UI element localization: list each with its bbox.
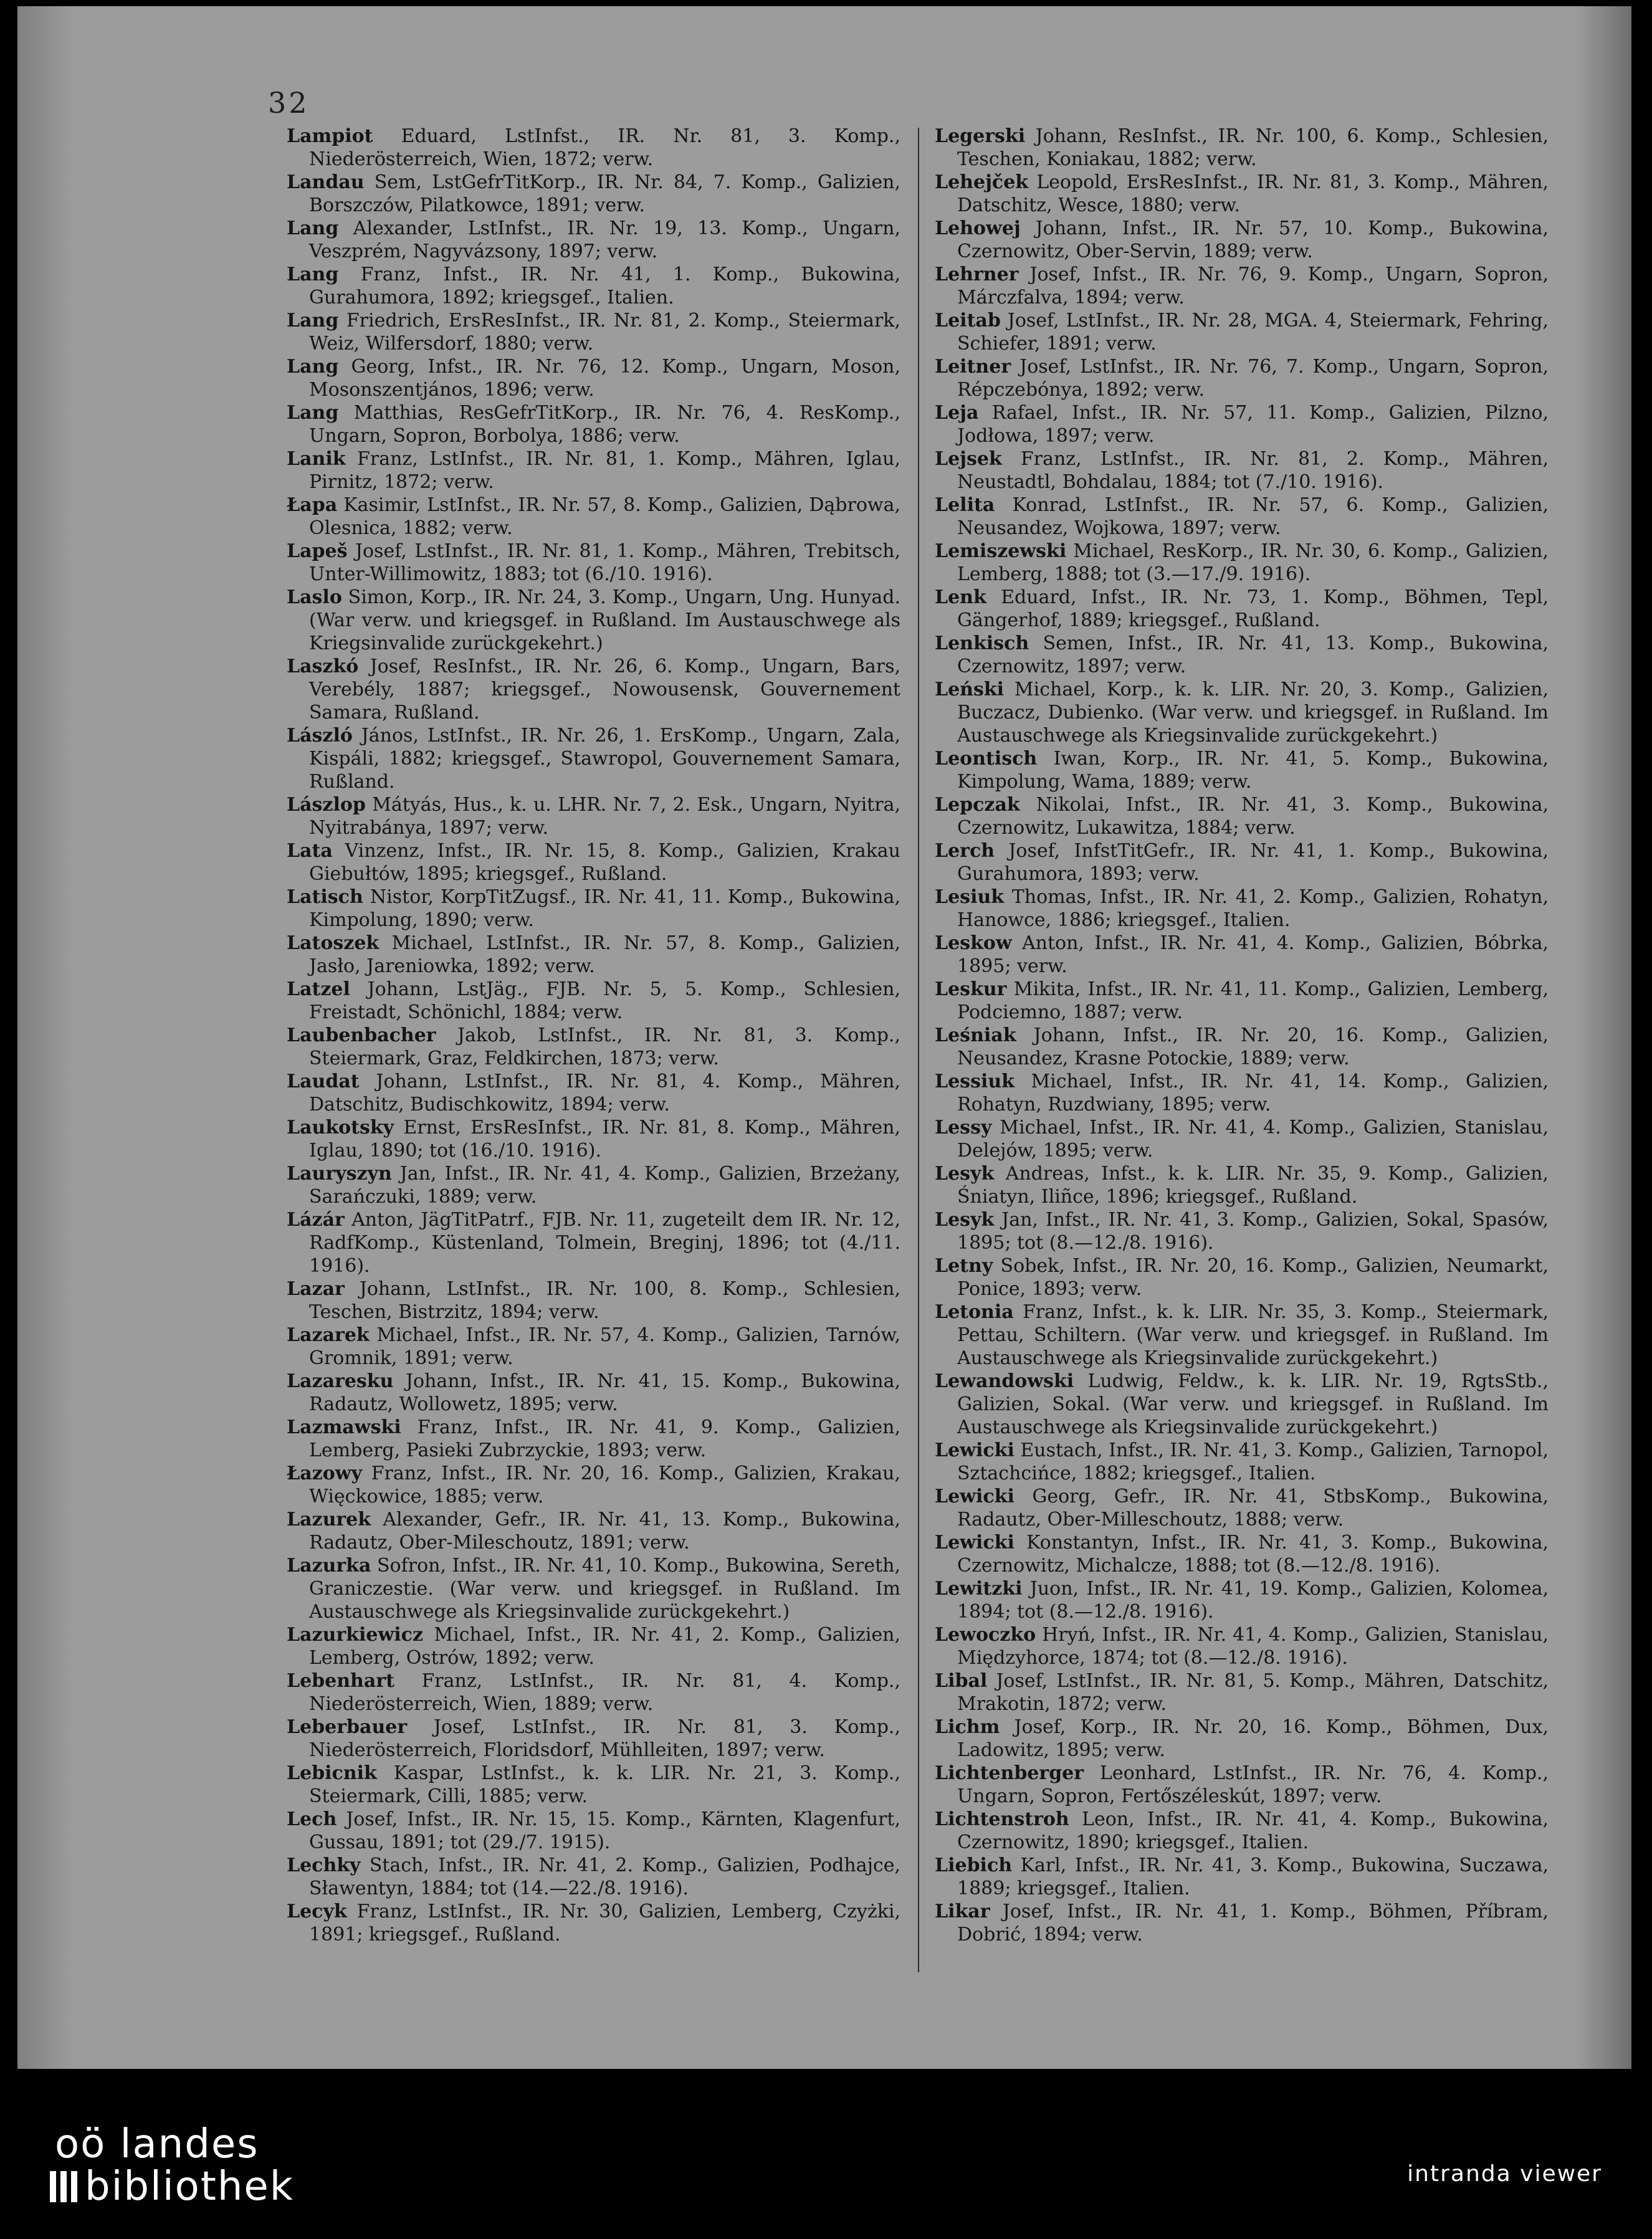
entry-surname: Leskow [935, 932, 1012, 954]
entry-surname: Lewicki [935, 1486, 1015, 1507]
list-entry [287, 793, 900, 839]
list-entry [935, 632, 1549, 678]
entry-details: Franz, LstInfst., IR. Nr. 81, 4. Komp., Niederösterreich, Wien, 1889; verw. [309, 1670, 900, 1715]
entry-surname: Lang [287, 217, 339, 239]
list-entry [935, 540, 1549, 586]
entry-surname: Lepczak [935, 794, 1020, 816]
entry-surname: Lenkisch [935, 633, 1029, 654]
entry-details: Franz, Infst., IR. Nr. 20, 16. Komp., Galizien, Krakau, Więckowice, 1885; verw. [309, 1463, 900, 1507]
entry-details: Josef, LstInfst., IR. Nr. 28, MGA. 4, Steiermark, Fehring, Schiefer, 1891; verw. [957, 310, 1549, 355]
entry-details: Vinzenz, Infst., IR. Nr. 15, 8. Komp., Galizien, Krakau Giebułtów, 1895; kriegsgef., Rußland. [309, 840, 900, 885]
entry-details: Anton, Infst., IR. Nr. 41, 4. Komp., Galizien, Bóbrka, 1895; verw. [957, 932, 1549, 977]
entry-surname: Lejsek [935, 448, 1002, 470]
entry-surname: Lech [287, 1808, 337, 1830]
list-entry [287, 724, 900, 793]
entry-surname: Lehejček [935, 171, 1029, 193]
entry-details: Michael, Infst., IR. Nr. 41, 14. Komp., Galizien, Rohatyn, Ruzdwiany, 1895; verw. [957, 1071, 1549, 1115]
entry-details: Franz, Infst., IR. Nr. 41, 1. Komp., Bukowina, Gurahumora, 1892; kriegsgef., Italien. [309, 264, 900, 308]
entry-surname: Laslo [287, 586, 342, 608]
entry-details: Sobek, Infst., IR. Nr. 20, 16. Komp., Galizien, Neumarkt, Ponice, 1893; verw. [957, 1255, 1549, 1300]
entry-details: Eduard, LstInfst., IR. Nr. 81, 3. Komp., Niederösterreich, Wien, 1872; verw. [309, 125, 900, 170]
entry-details: Josef, LstInfst., IR. Nr. 81, 1. Komp., Mähren, Trebitsch, Unter-Willimowitz, 1883; tot (6./10. 1916). [309, 540, 900, 585]
list-entry [935, 793, 1549, 839]
entry-details: Eustach, Infst., IR. Nr. 41, 3. Komp., Galizien, Tarnopol, Sztachcińce, 1882; kriegsgef., Italien. [957, 1439, 1549, 1484]
entry-details: Andreas, Infst., k. k. LIR. Nr. 35, 9. Komp., Galizien, Śniatyn, Iliñce, 1896; kriegsgef., Rußland. [957, 1163, 1549, 1208]
entry-surname: László [287, 725, 353, 747]
list-entry [287, 1808, 900, 1854]
entry-surname: Lichtenberger [935, 1762, 1084, 1784]
entry-surname: Lewoczko [935, 1624, 1036, 1646]
entry-surname: Lemiszewski [935, 540, 1067, 562]
entry-surname: Laudat [287, 1071, 360, 1092]
entry-surname: Lazar [287, 1278, 345, 1300]
entry-surname: Lewitzki [935, 1578, 1023, 1600]
entry-surname: Lanik [287, 448, 346, 470]
entry-details: Johann, Infst., IR. Nr. 20, 16. Komp., Galizien, Neusandez, Krasne Potockie, 1889; verw. [957, 1024, 1549, 1069]
list-entry [935, 1900, 1549, 1946]
list-entry [935, 678, 1549, 747]
list-entry [935, 1577, 1549, 1623]
list-entry [935, 1024, 1549, 1070]
list-entry [935, 1070, 1549, 1116]
entry-details: Eduard, Infst., IR. Nr. 73, 1. Komp., Böhmen, Tepl, Gängerhof, 1889; kriegsgef., Rußland. [957, 586, 1549, 631]
entry-surname: Lehowej [935, 217, 1021, 239]
entry-details: Johann, LstJäg., FJB. Nr. 5, 5. Komp., Schlesien, Freistadt, Schönichl, 1884; verw. [309, 978, 900, 1023]
entry-details: Leonhard, LstInfst., IR. Nr. 76, 4. Komp., Ungarn, Sopron, Fertőszéleskút, 1897; verw. [957, 1762, 1549, 1807]
list-entry [287, 171, 900, 217]
entry-surname: Lapeš [287, 540, 348, 562]
library-logo[interactable] [50, 2121, 294, 2210]
list-entry [935, 1808, 1549, 1854]
entry-details: Johann, LstInfst., IR. Nr. 81, 4. Komp., Mähren, Datschitz, Budischkowitz, 1894; verw. [309, 1071, 900, 1115]
entry-details: Johann, ResInfst., IR. Nr. 100, 6. Komp., Schlesien, Teschen, Koniakau, 1882; verw. [957, 125, 1549, 170]
right-column [935, 125, 1549, 1946]
entry-details: Friedrich, ErsResInfst., IR. Nr. 81, 2. Komp., Steiermark, Weiz, Wilfersdorf, 1880; verw. [309, 310, 900, 355]
list-entry [935, 1208, 1549, 1254]
entry-surname: Lessy [935, 1117, 992, 1139]
entry-details: Alexander, Gefr., IR. Nr. 41, 13. Komp., Bukowina, Radautz, Ober-Mileschoutz, 1891; verw. [309, 1509, 900, 1554]
entry-details: Michael, Infst., IR. Nr. 41, 2. Komp., Galizien, Lemberg, Ostrów, 1892; verw. [309, 1624, 900, 1669]
column-divider [918, 128, 919, 1972]
entry-surname: Laszkó [287, 656, 359, 677]
entry-details: Franz, Infst., IR. Nr. 41, 9. Komp., Galizien, Lemberg, Pasieki Zubrzyckie, 1893; verw. [309, 1416, 900, 1461]
list-entry [287, 1462, 900, 1508]
list-entry [935, 401, 1549, 447]
entry-surname: Lesyk [935, 1163, 995, 1185]
entry-details: Kaspar, LstInfst., k. k. LIR. Nr. 21, 3. Komp., Steiermark, Cilli, 1885; verw. [309, 1762, 900, 1807]
logo-line1: oö landes [55, 2121, 259, 2167]
entry-surname: Laubenbacher [287, 1024, 436, 1046]
entry-surname: Latisch [287, 886, 363, 908]
entry-details: Franz, Infst., k. k. LIR. Nr. 35, 3. Komp., Steiermark, Pettau, Schiltern. (War verw. und kriegsgef. in Rußland. Im Austauschwege als Kriegsinvalide zurückgekehrt.) [957, 1301, 1549, 1369]
entry-details: Mikita, Infst., IR. Nr. 41, 11. Komp., Galizien, Lemberg, Podciemno, 1887; verw. [957, 978, 1549, 1023]
list-entry [935, 1301, 1549, 1370]
entry-details: Leopold, ErsResInfst., IR. Nr. 81, 3. Komp., Mähren, Datschitz, Wesce, 1880; verw. [957, 171, 1549, 216]
entry-surname: Lecyk [287, 1901, 347, 1922]
entry-details: Josef, ResInfst., IR. Nr. 26, 6. Komp., Ungarn, Bars, Verebély, 1887; kriegsgef., Nowousensk, Gouvernement Samara, Rußland. [309, 656, 900, 723]
list-entry [935, 447, 1549, 494]
entry-details: Thomas, Infst., IR. Nr. 41, 2. Komp., Galizien, Rohatyn, Hanowce, 1886; kriegsgef., Italien. [957, 886, 1549, 931]
entry-surname: Lazurek [287, 1509, 371, 1530]
entry-details: Kasimir, LstInfst., IR. Nr. 57, 8. Komp., Galizien, Dąbrowa, Olesnica, 1882; verw. [309, 494, 900, 539]
entry-details: Alexander, LstInfst., IR. Nr. 19, 13. Komp., Ungarn, Veszprém, Nagyvázsony, 1897; verw. [309, 217, 900, 262]
list-entry [287, 1554, 900, 1623]
list-entry [935, 217, 1549, 263]
entry-details: Mátyás, Hus., k. u. LHR. Nr. 7, 2. Esk., Ungarn, Nyitra, Nyitrabánya, 1897; verw. [309, 794, 900, 839]
entry-details: Semen, Infst., IR. Nr. 41, 13. Komp., Bukowina, Czernowitz, 1897; verw. [957, 633, 1549, 677]
entry-surname: Łazowy [287, 1463, 363, 1484]
page-number: 32 [268, 86, 310, 120]
list-entry [287, 839, 900, 886]
list-entry [935, 355, 1549, 401]
list-entry [287, 494, 900, 540]
list-entry [935, 932, 1549, 978]
entry-surname: Lebenhart [287, 1670, 394, 1692]
entry-details: Hryń, Infst., IR. Nr. 41, 4. Komp., Galizien, Stanislau, Międzyhorce, 1874; tot (8.—12./8. 1916). [957, 1624, 1549, 1669]
list-entry [935, 1485, 1549, 1531]
entry-details: Juon, Infst., IR. Nr. 41, 19. Komp., Galizien, Kolomea, 1894; tot (8.—12./8. 1916). [957, 1578, 1549, 1623]
entry-surname: Leontisch [935, 748, 1038, 770]
list-entry [287, 309, 900, 355]
entry-surname: Latzel [287, 978, 350, 1000]
list-entry [935, 1116, 1549, 1162]
entry-surname: Leitab [935, 310, 1001, 332]
entry-surname: Leskur [935, 978, 1007, 1000]
entry-details: Franz, LstInfst., IR. Nr. 81, 1. Komp., Mähren, Iglau, Pirnitz, 1872; verw. [309, 448, 900, 493]
entry-surname: Lang [287, 356, 339, 378]
entry-surname: Lázár [287, 1209, 345, 1231]
list-entry [287, 1162, 900, 1208]
entry-details: Josef, LstInfst., IR. Nr. 76, 7. Komp., Ungarn, Sopron, Répczebónya, 1892; verw. [957, 356, 1549, 401]
entry-surname: Lesiuk [935, 886, 1005, 908]
viewer-label: intranda viewer [1407, 2161, 1602, 2187]
entry-surname: Lessiuk [935, 1071, 1015, 1092]
entry-surname: Lechky [287, 1855, 361, 1876]
entry-surname: Lang [287, 264, 339, 285]
entry-details: Josef, Infst., IR. Nr. 15, 15. Komp., Kärnten, Klagenfurt, Gussau, 1891; tot (29./7. 1915). [309, 1808, 900, 1853]
entry-details: Rafael, Infst., IR. Nr. 57, 11. Komp., Galizien, Pilzno, Jodłowa, 1897; verw. [957, 402, 1549, 447]
list-entry [287, 1508, 900, 1554]
entry-details: János, LstInfst., IR. Nr. 26, 1. ErsKomp., Ungarn, Zala, Kispáli, 1882; kriegsgef., Stawropol, Gouvernement Samara, Rußland. [309, 725, 900, 793]
entry-details: Ludwig, Feldw., k. k. LIR. Nr. 19, RgtsStb., Galizien, Sokal. (War verw. und kriegsgef. in Rußland. Im Austauschwege als Kriegsinvalide zurückgekehrt.) [957, 1370, 1549, 1438]
list-entry [935, 1162, 1549, 1208]
entry-surname: Lewandowski [935, 1370, 1074, 1392]
entry-details: Stach, Infst., IR. Nr. 41, 2. Komp., Galizien, Podhajce, Sławentyn, 1884; tot (14.—22./8. 1916). [309, 1855, 900, 1899]
list-entry [935, 1254, 1549, 1301]
list-entry [935, 1439, 1549, 1485]
entry-surname: Letonia [935, 1301, 1014, 1323]
entry-details: Anton, JägTitPatrf., FJB. Nr. 11, zugeteilt dem IR. Nr. 12, RadfKomp., Küstenland, Tolmein, Breginj, 1896; tot (4./11. 1916). [309, 1209, 900, 1277]
entry-surname: Laukotsky [287, 1117, 394, 1139]
entry-surname: Lata [287, 840, 333, 862]
entry-details: Michael, LstInfst., IR. Nr. 57, 8. Komp., Galizien, Jasło, Jareniowka, 1892; verw. [309, 932, 900, 977]
list-entry [287, 1854, 900, 1900]
list-entry [287, 401, 900, 447]
entry-details: Nistor, KorpTitZugsf., IR. Nr. 41, 11. Komp., Bukowina, Kimpolung, 1890; verw. [309, 886, 900, 931]
list-entry [935, 309, 1549, 355]
entry-details: Michael, Infst., IR. Nr. 41, 4. Komp., Galizien, Stanislau, Delejów, 1895; verw. [957, 1117, 1549, 1162]
entry-surname: Lang [287, 310, 339, 332]
list-entry [935, 586, 1549, 632]
entry-details: Simon, Korp., IR. Nr. 24, 3. Komp., Ungarn, Ung. Hunyad. (War verw. und kriegsgef. in Rußland. Im Austauschwege als Kriegsinvalide zurückgekehrt.) [309, 586, 900, 654]
entry-details: Josef, Infst., IR. Nr. 76, 9. Komp., Ungarn, Sopron, Márczfalva, 1894; verw. [957, 264, 1549, 308]
list-entry [935, 1531, 1549, 1577]
list-entry [935, 171, 1549, 217]
list-entry [287, 655, 900, 724]
list-entry [287, 1762, 900, 1808]
entry-surname: Likar [935, 1901, 990, 1922]
entry-surname: Lebicnik [287, 1762, 377, 1784]
entry-surname: Lehrner [935, 264, 1019, 285]
list-entry [935, 1854, 1549, 1900]
entry-surname: Lazaresku [287, 1370, 394, 1392]
list-entry [287, 932, 900, 978]
list-entry [935, 494, 1549, 540]
entry-details: Johann, Infst., IR. Nr. 57, 10. Komp., Bukowina, Czernowitz, Ober-Servin, 1889; verw. [957, 217, 1549, 262]
list-entry [287, 263, 900, 309]
list-entry [287, 355, 900, 401]
entry-surname: Leitner [935, 356, 1011, 378]
left-column [287, 125, 900, 1946]
entry-surname: Leński [935, 679, 1005, 700]
entry-surname: Liebich [935, 1855, 1013, 1876]
entry-details: Josef, LstInfst., IR. Nr. 81, 5. Komp., Mähren, Datschitz, Mrakotin, 1872; verw. [957, 1670, 1549, 1715]
entry-surname: Latoszek [287, 932, 380, 954]
list-entry [935, 1370, 1549, 1439]
entry-details: Franz, LstInfst., IR. Nr. 30, Galizien, Lemberg, Czyżki, 1891; kriegsgef., Rußland. [309, 1901, 900, 1945]
entry-surname: Lampiot [287, 125, 373, 147]
entry-surname: Lewicki [935, 1532, 1015, 1554]
logo-line2: bibliothek [85, 2164, 294, 2210]
entry-details: Michael, Korp., k. k. LIR. Nr. 20, 3. Komp., Galizien, Buczacz, Dubienko. (War verw. und kriegsgef. in Rußland. Im Austauschwege als Kriegsinvalide zurückgekehrt.) [957, 679, 1549, 747]
entry-surname: Landau [287, 171, 365, 193]
entry-details: Sofron, Infst., IR. Nr. 41, 10. Komp., Bukowina, Sereth, Graniczestie. (War verw. und kriegsgef. in Rußland. Im Austauschwege als Kriegsinvalide zurückgekehrt.) [309, 1555, 900, 1623]
list-entry [287, 1324, 900, 1370]
entry-surname: Lazmawski [287, 1416, 401, 1438]
entry-surname: Leja [935, 402, 979, 424]
entry-surname: Lesyk [935, 1209, 995, 1231]
list-entry [935, 263, 1549, 309]
entry-surname: Lazurkiewicz [287, 1624, 423, 1646]
entry-details: Konstantyn, Infst., IR. Nr. 41, 3. Komp., Bukowina, Czernowitz, Michalcze, 1888; tot (8.—12./8. 1916). [957, 1532, 1549, 1577]
entry-details: Nikolai, Infst., IR. Nr. 41, 3. Komp., Bukowina, Czernowitz, Lukawitza, 1884; verw. [957, 794, 1549, 839]
entry-surname: Lichm [935, 1716, 1000, 1738]
entry-details: Johann, LstInfst., IR. Nr. 100, 8. Komp., Schlesien, Teschen, Bistrzitz, 1894; verw. [309, 1278, 900, 1323]
entry-details: Franz, LstInfst., IR. Nr. 81, 2. Komp., Mähren, Neustadtl, Bohdalau, 1884; tot (7./10. 1916). [957, 448, 1549, 493]
entry-surname: Lelita [935, 494, 995, 516]
list-entry [287, 1669, 900, 1716]
list-entry [935, 125, 1549, 171]
entry-surname: Łapa [287, 494, 338, 516]
entry-surname: Lauryszyn [287, 1163, 392, 1185]
entry-details: Josef, Infst., IR. Nr. 41, 1. Komp., Böhmen, Příbram, Dobrić, 1894; verw. [957, 1901, 1549, 1945]
list-entry [287, 1277, 900, 1324]
entry-details: Ernst, ErsResInfst., IR. Nr. 81, 8. Komp., Mähren, Iglau, 1890; tot (16./10. 1916). [309, 1117, 900, 1162]
list-entry [287, 447, 900, 494]
entry-details: Georg, Infst., IR. Nr. 76, 12. Komp., Ungarn, Moson, Mosonszentjános, 1896; verw. [309, 356, 900, 401]
list-entry [935, 1623, 1549, 1669]
entry-surname: Libal [935, 1670, 988, 1692]
entry-details: Josef, Korp., IR. Nr. 20, 16. Komp., Böhmen, Dux, Ladowitz, 1895; verw. [957, 1716, 1549, 1761]
list-entry [287, 1208, 900, 1277]
list-entry [287, 1416, 900, 1462]
entry-details: Karl, Infst., IR. Nr. 41, 3. Komp., Bukowina, Suczawa, 1889; kriegsgef., Italien. [957, 1855, 1549, 1899]
list-entry [287, 1024, 900, 1070]
list-entry [935, 978, 1549, 1024]
list-entry [287, 1623, 900, 1669]
list-entry [287, 217, 900, 263]
list-entry [935, 839, 1549, 886]
entry-details: Konrad, LstInfst., IR. Nr. 57, 6. Komp., Galizien, Neusandez, Wojkowa, 1897; verw. [957, 494, 1549, 539]
entry-surname: Lewicki [935, 1439, 1015, 1461]
entry-surname: Legerski [935, 125, 1026, 147]
list-entry [935, 1669, 1549, 1716]
entry-details: Jan, Infst., IR. Nr. 41, 3. Komp., Galizien, Sokal, Spasów, 1895; tot (8.—12./8. 1916). [957, 1209, 1549, 1254]
list-entry [935, 886, 1549, 932]
list-entry [287, 1116, 900, 1162]
logo-bars-icon [50, 2171, 77, 2202]
list-entry [287, 125, 900, 171]
entry-details: Michael, ResKorp., IR. Nr. 30, 6. Komp., Galizien, Lemberg, 1888; tot (3.—17./9. 1916). [957, 540, 1549, 585]
entry-details: Josef, LstInfst., IR. Nr. 81, 3. Komp., Niederösterreich, Floridsdorf, Mühlleiten, 1897; verw. [309, 1716, 900, 1761]
list-entry [287, 586, 900, 655]
list-entry [935, 1716, 1549, 1762]
entry-details: Josef, InfstTitGefr., IR. Nr. 41, 1. Komp., Bukowina, Gurahumora, 1893; verw. [957, 840, 1549, 885]
entry-surname: Lenk [935, 586, 986, 608]
list-entry [287, 1370, 900, 1416]
list-entry [287, 1900, 900, 1946]
entry-details: Jakob, LstInfst., IR. Nr. 81, 3. Komp., Steiermark, Graz, Feldkirchen, 1873; verw. [309, 1024, 900, 1069]
entry-details: Georg, Gefr., IR. Nr. 41, StbsKomp., Bukowina, Radautz, Ober-Milleschoutz, 1888; verw. [957, 1486, 1549, 1530]
list-entry [935, 747, 1549, 793]
list-entry [287, 886, 900, 932]
entry-surname: Letny [935, 1255, 993, 1277]
list-entry [935, 1762, 1549, 1808]
list-entry [287, 978, 900, 1024]
entry-details: Leon, Infst., IR. Nr. 41, 4. Komp., Bukowina, Czernowitz, 1890; kriegsgef., Italien. [957, 1808, 1549, 1853]
entry-surname: Lazurka [287, 1555, 371, 1577]
entry-details: Matthias, ResGefrTitKorp., IR. Nr. 76, 4. ResKomp., Ungarn, Sopron, Borbolya, 1886; verw. [309, 402, 900, 447]
entry-surname: Leśniak [935, 1024, 1016, 1046]
entry-surname: Lerch [935, 840, 995, 862]
list-entry [287, 1070, 900, 1116]
entry-details: Jan, Infst., IR. Nr. 41, 4. Komp., Galizien, Brzeżany, Sarańczuki, 1889; verw. [309, 1163, 900, 1208]
entry-details: Iwan, Korp., IR. Nr. 41, 5. Komp., Bukowina, Kimpolung, Wama, 1889; verw. [957, 748, 1549, 793]
list-entry [287, 540, 900, 586]
entry-details: Michael, Infst., IR. Nr. 57, 4. Komp., Galizien, Tarnów, Gromnik, 1891; verw. [309, 1324, 900, 1369]
entry-surname: Leberbauer [287, 1716, 408, 1738]
entry-surname: Lichtenstroh [935, 1808, 1069, 1830]
list-entry [287, 1716, 900, 1762]
entry-details: Johann, Infst., IR. Nr. 41, 15. Komp., Bukowina, Radautz, Wollowetz, 1895; verw. [309, 1370, 900, 1415]
logo-line2-wrapper [50, 2165, 294, 2208]
entry-surname: Lang [287, 402, 339, 424]
entry-details: Sem, LstGefrTitKorp., IR. Nr. 84, 7. Komp., Galizien, Borszczów, Pilatkowce, 1891; verw. [309, 171, 900, 216]
entry-surname: Lazarek [287, 1324, 370, 1346]
entry-surname: Lászlop [287, 794, 366, 816]
